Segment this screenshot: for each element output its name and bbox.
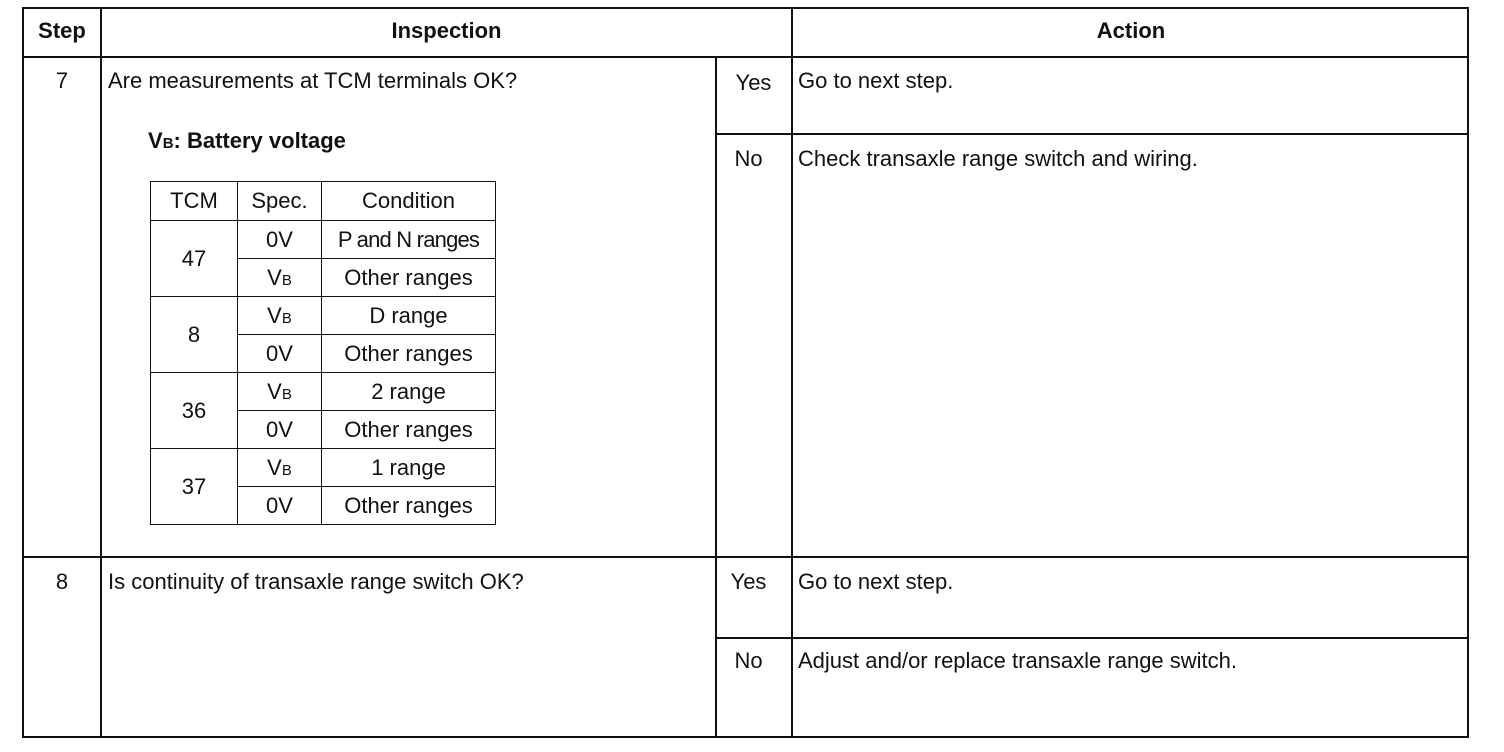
inspection-question: Is continuity of transaxle range switch OK? bbox=[108, 569, 524, 594]
condition: Other ranges bbox=[322, 487, 496, 525]
spec-value: VB bbox=[238, 259, 322, 297]
table-row bbox=[151, 449, 496, 487]
spec-value: VB bbox=[238, 449, 322, 487]
spec-value: 0V bbox=[238, 411, 322, 449]
no-label: No bbox=[734, 146, 763, 171]
inspection-question: Are measurements at TCM terminals OK? bbox=[108, 68, 518, 93]
col-condition: Condition bbox=[322, 182, 496, 221]
condition: 2 range bbox=[322, 373, 496, 411]
yes-action: Go to next step. bbox=[798, 569, 954, 594]
tcm-terminal: 8 bbox=[151, 297, 238, 373]
condition: 1 range bbox=[322, 449, 496, 487]
spec-value: 0V bbox=[238, 335, 322, 373]
condition: P and N ranges bbox=[322, 221, 496, 259]
header-step: Step bbox=[38, 18, 86, 43]
condition: Other ranges bbox=[322, 335, 496, 373]
step-number: 8 bbox=[55, 569, 69, 594]
step-divider-rule bbox=[22, 556, 1469, 558]
spec-value: 0V bbox=[238, 221, 322, 259]
no-label: No bbox=[734, 648, 763, 673]
yes-label: Yes bbox=[730, 569, 767, 594]
condition: Other ranges bbox=[322, 259, 496, 297]
step-column-rule bbox=[100, 7, 102, 738]
battery-voltage-note bbox=[148, 128, 346, 157]
table-row bbox=[151, 373, 496, 411]
action-column-rule bbox=[791, 7, 793, 738]
no-action: Check transaxle range switch and wiring. bbox=[798, 146, 1198, 171]
spec-value: 0V bbox=[238, 487, 322, 525]
step7-yes-no-rule bbox=[715, 133, 1469, 135]
table-row bbox=[151, 221, 496, 259]
tcm-spec-table bbox=[150, 181, 496, 525]
spec-value: VB bbox=[238, 373, 322, 411]
condition: Other ranges bbox=[322, 411, 496, 449]
col-spec: Spec. bbox=[238, 182, 322, 221]
table-row bbox=[151, 297, 496, 335]
condition: D range bbox=[322, 297, 496, 335]
note-prefix: V bbox=[148, 128, 163, 153]
step8-yes-no-rule bbox=[715, 637, 1469, 639]
col-tcm: TCM bbox=[151, 182, 238, 221]
tcm-terminal: 37 bbox=[151, 449, 238, 525]
tcm-terminal: 47 bbox=[151, 221, 238, 297]
header-inspection: Inspection bbox=[391, 18, 502, 43]
note-text: : Battery voltage bbox=[173, 128, 346, 153]
no-action: Adjust and/or replace transaxle range switch. bbox=[798, 648, 1238, 673]
header-rule bbox=[22, 56, 1469, 58]
note-subscript: B bbox=[162, 135, 174, 152]
spec-value: VB bbox=[238, 297, 322, 335]
yes-label: Yes bbox=[735, 70, 772, 95]
yes-action: Go to next step. bbox=[798, 68, 954, 93]
step-number: 7 bbox=[55, 68, 69, 93]
tcm-terminal: 36 bbox=[151, 373, 238, 449]
spec-table-header bbox=[151, 182, 496, 221]
header-action: Action bbox=[1096, 18, 1166, 43]
